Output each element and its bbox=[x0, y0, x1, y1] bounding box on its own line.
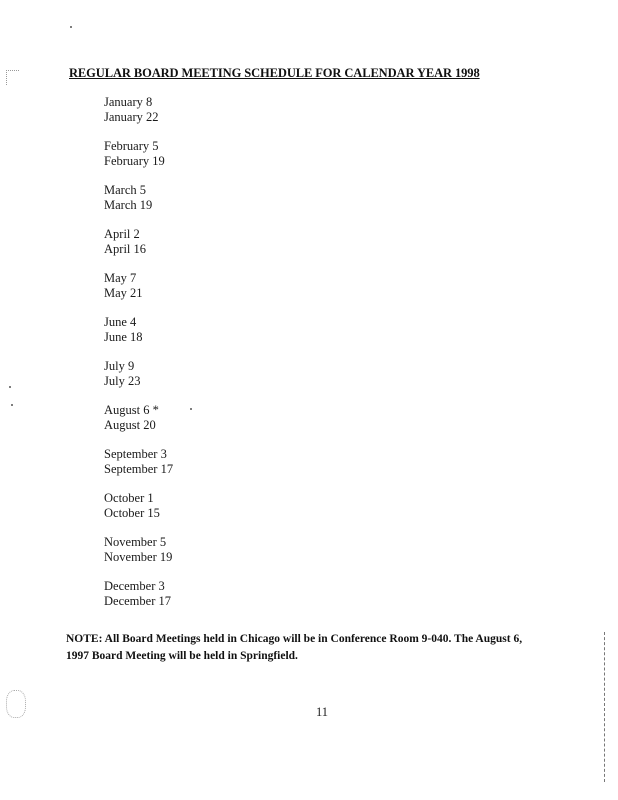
page-number: 11 bbox=[316, 705, 329, 719]
month-group-june bbox=[104, 315, 173, 345]
meeting-date: October 15 bbox=[104, 506, 160, 520]
scan-speck bbox=[9, 386, 11, 388]
month-group-september bbox=[104, 447, 173, 477]
meeting-date: September 3 bbox=[104, 447, 167, 461]
meeting-date: January 22 bbox=[104, 110, 159, 124]
month-group-may bbox=[104, 271, 173, 301]
meeting-date: November 19 bbox=[104, 550, 173, 564]
month-group-march bbox=[104, 183, 173, 213]
meeting-date: May 21 bbox=[104, 286, 143, 300]
scan-speck bbox=[190, 408, 192, 410]
month-group-july bbox=[104, 359, 173, 389]
meeting-date: April 2 bbox=[104, 227, 140, 241]
meeting-date: July 9 bbox=[104, 359, 135, 373]
meeting-date: December 3 bbox=[104, 579, 165, 593]
month-group-october bbox=[104, 491, 173, 521]
month-group-april bbox=[104, 227, 173, 257]
scan-speck bbox=[11, 404, 13, 406]
meeting-date: March 19 bbox=[104, 198, 153, 212]
meeting-date: February 19 bbox=[104, 154, 165, 168]
scan-speck bbox=[70, 26, 72, 28]
meeting-date: August 20 bbox=[104, 418, 156, 432]
month-group-august bbox=[104, 403, 173, 433]
month-group-january bbox=[104, 95, 173, 125]
schedule-title: REGULAR BOARD MEETING SCHEDULE FOR CALENDAR YEAR 1998 bbox=[69, 66, 480, 80]
meeting-date: October 1 bbox=[104, 491, 154, 505]
meeting-date: January 8 bbox=[104, 95, 153, 109]
meeting-date: December 17 bbox=[104, 594, 171, 608]
meeting-date: August 6 * bbox=[104, 403, 159, 417]
month-group-december bbox=[104, 579, 173, 609]
meeting-date: November 5 bbox=[104, 535, 167, 549]
meeting-date: July 23 bbox=[104, 374, 141, 388]
scan-blot bbox=[6, 690, 26, 718]
meeting-date: May 7 bbox=[104, 271, 137, 285]
meeting-schedule-list bbox=[104, 95, 173, 623]
month-group-november bbox=[104, 535, 173, 565]
meeting-date: September 17 bbox=[104, 462, 174, 476]
meeting-date: February 5 bbox=[104, 139, 159, 153]
month-group-february bbox=[104, 139, 173, 169]
meeting-date: June 18 bbox=[104, 330, 143, 344]
scan-edge-line bbox=[604, 632, 606, 782]
meeting-date: April 16 bbox=[104, 242, 147, 256]
schedule-note: NOTE: All Board Meetings held in Chicago will be in Conference Room 9-040. The August 6, 1997 Board Meeting will be held in Springfield. bbox=[66, 633, 523, 662]
meeting-date: June 4 bbox=[104, 315, 137, 329]
meeting-date: March 5 bbox=[104, 183, 146, 197]
scan-corner-mark bbox=[6, 70, 19, 85]
